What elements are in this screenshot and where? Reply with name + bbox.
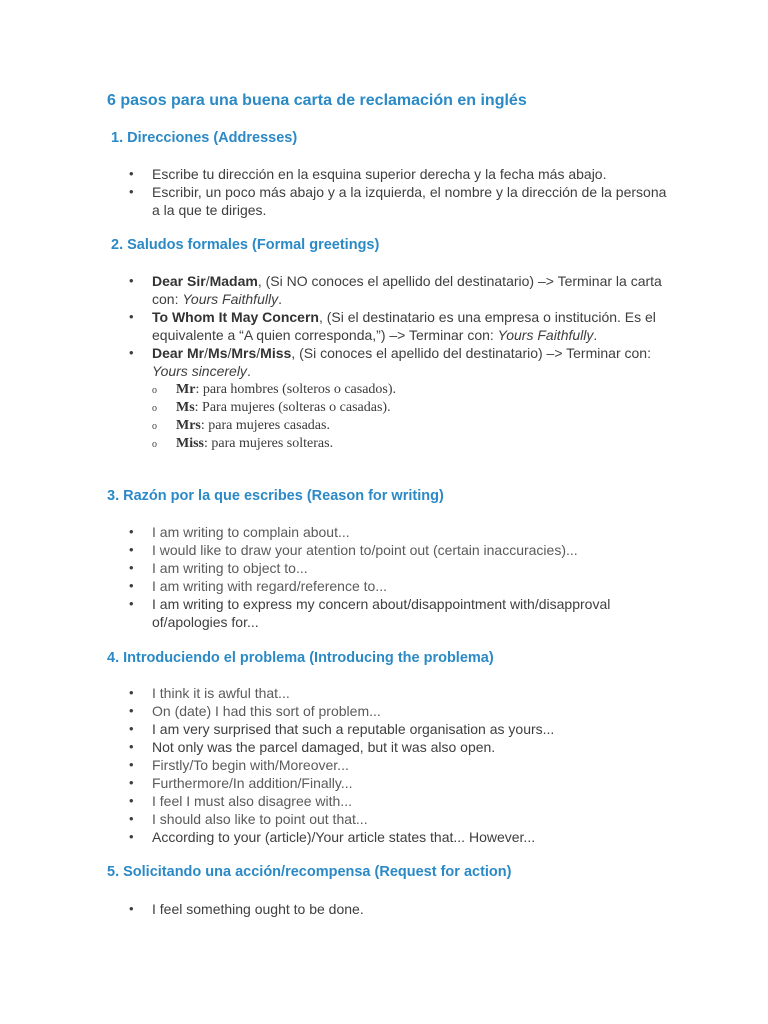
list-item: • I should also like to point out that... <box>129 810 669 828</box>
greeting-term: Mrs <box>231 345 257 361</box>
list-item: • Firstly/To begin with/Moreover... <box>129 756 669 774</box>
greeting-term: Dear Mr <box>152 345 205 361</box>
list-item: • Escribir, un poco más abajo y a la izquierda, el nombre y la dirección de la persona a la que te diriges. <box>129 183 669 219</box>
sublist-item: o Mrs: para mujeres casadas. <box>129 417 646 435</box>
list-item: • To Whom It May Concern, (Si el destinatario es una empresa o institución. Es el equivalente a “A quien corresponda,”) –> Terminar con: Yours Faithfully. <box>129 308 669 344</box>
list-item: • I am writing to express my concern about/disappointment with/disapproval of/apologies for... <box>129 595 669 631</box>
sublist-titles <box>129 381 646 453</box>
section-heading-addresses: 1. Direcciones (Addresses) <box>111 130 298 146</box>
list-reason <box>129 523 669 631</box>
list-item: • I think it is awful that... <box>129 684 669 702</box>
list-item: • I am very surprised that such a reputable organisation as yours... <box>129 720 669 738</box>
closing-phrase: Yours Faithfully <box>497 327 594 343</box>
greeting-term: To Whom It May Concern <box>152 309 319 325</box>
list-problem <box>129 684 669 846</box>
list-addresses <box>129 165 669 219</box>
sublist-item: o Miss: para mujeres solteras. <box>129 435 646 453</box>
greeting-term: Dear Sir <box>152 273 206 289</box>
closing-phrase: Yours Faithfully <box>182 291 279 307</box>
list-item: • I feel something ought to be done. <box>129 900 669 918</box>
greeting-term: Miss <box>260 345 292 361</box>
list-item: • I am writing to object to... <box>129 559 669 577</box>
list-action <box>129 900 669 918</box>
section-heading-greetings: 2. Saludos formales (Formal greetings) <box>111 237 380 253</box>
list-item: • Dear Mr/Ms/Mrs/Miss, (Si conoces el apellido del destinatario) –> Terminar con: Yours sincerely. o Mr: para hombres (solteros o casados). o Ms: Para mujeres (solteras o casadas). o Mrs: para mujeres casadas. o Miss: para mujeres solteras. <box>129 344 669 453</box>
list-item: • I would like to draw your atention to/point out (certain inaccuracies)... <box>129 541 669 559</box>
sublist-item: o Mr: para hombres (solteros o casados). <box>129 381 646 399</box>
list-item: • I feel I must also disagree with... <box>129 792 669 810</box>
list-item: • Furthermore/In addition/Finally... <box>129 774 669 792</box>
list-greetings <box>129 272 669 453</box>
section-heading-action: 5. Solicitando una acción/recompensa (Request for action) <box>107 864 512 880</box>
page-title: 6 pasos para una buena carta de reclamación en inglés <box>107 92 527 109</box>
list-item: • According to your (article)/Your article states that... However... <box>129 828 669 846</box>
list-item: • Not only was the parcel damaged, but it was also open. <box>129 738 669 756</box>
list-item: • I am writing with regard/reference to... <box>129 577 669 595</box>
greeting-term: Madam <box>209 273 258 289</box>
closing-phrase: Yours sincerely <box>152 363 247 379</box>
sublist-item: o Ms: Para mujeres (solteras o casadas). <box>129 399 646 417</box>
greeting-term: Ms <box>208 345 228 361</box>
list-item: • Escribe tu dirección en la esquina superior derecha y la fecha más abajo. <box>129 165 669 183</box>
list-item: • On (date) I had this sort of problem... <box>129 702 669 720</box>
section-heading-reason: 3. Razón por la que escribes (Reason for writing) <box>107 488 444 504</box>
section-heading-problem: 4. Introduciendo el problema (Introducing the problema) <box>107 650 494 666</box>
list-item: • Dear Sir/Madam, (Si NO conoces el apellido del destinatario) –> Terminar la carta con: Yours Faithfully. <box>129 272 669 308</box>
list-item: • I am writing to complain about... <box>129 523 669 541</box>
